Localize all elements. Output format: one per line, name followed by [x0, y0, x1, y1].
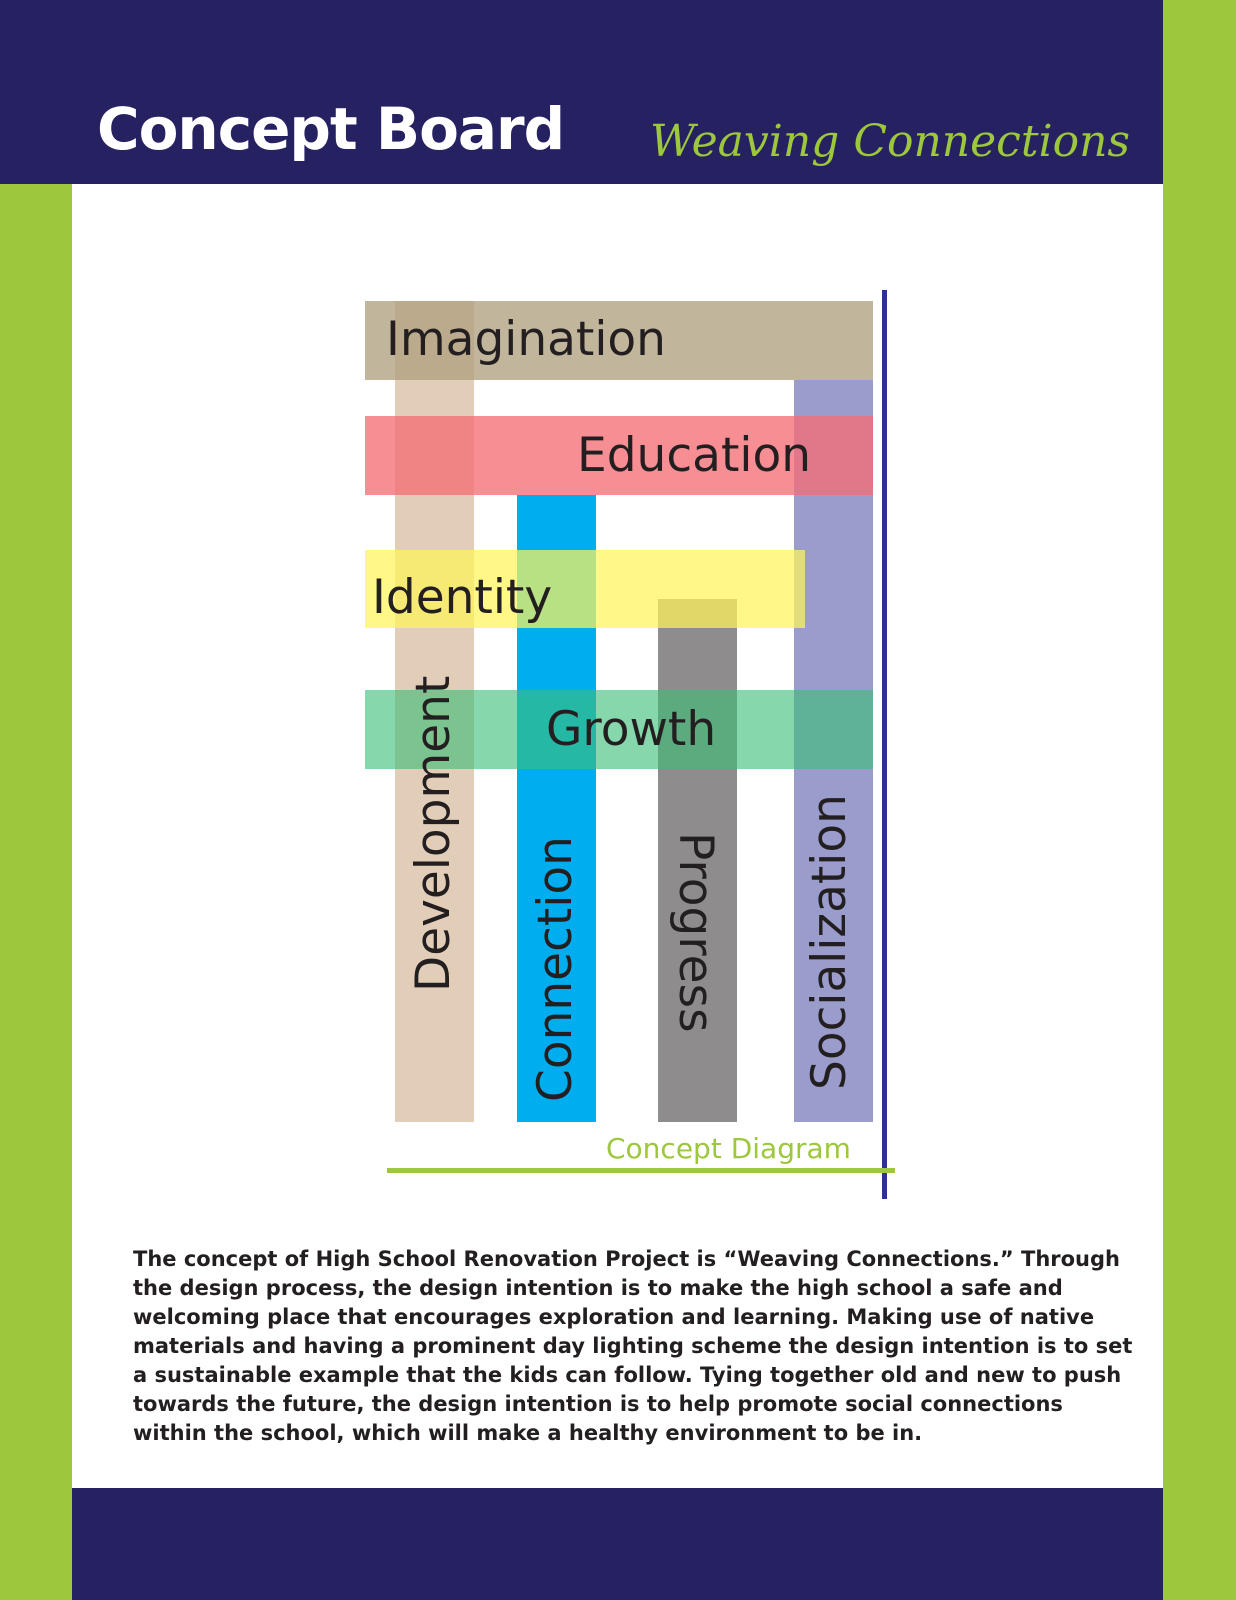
label-imagination: Imagination — [386, 312, 666, 367]
label-progress: Progress — [668, 832, 723, 1033]
diagram-caption: Concept Diagram — [606, 1132, 851, 1165]
page-subtitle: Weaving Connections — [649, 116, 1130, 167]
label-socialization: Socialization — [802, 794, 857, 1090]
left-green-border — [0, 184, 72, 1600]
label-education: Education — [577, 428, 811, 483]
footer-band — [72, 1488, 1163, 1600]
label-identity: Identity — [372, 570, 553, 625]
right-green-border — [1163, 0, 1236, 1600]
label-growth: Growth — [546, 702, 717, 757]
label-connection: Connection — [528, 836, 583, 1102]
page-title: Concept Board — [97, 95, 565, 163]
horizontal-axis-line — [387, 1168, 895, 1173]
label-development: Development — [406, 675, 461, 992]
vertical-axis-line — [882, 290, 887, 1199]
concept-description: The concept of High School Renovation Project is “Weaving Connections.” Through the design process, the design intention is to make the high school a safe and welcoming place that encourages exploration and learning. Making use of native materials and having a prominent day lighting scheme the design intention is to set a sustainable example that the kids can follow. Tying together old and new to push towards the future, the design intention is to help promote social connections within the school, which will make a healthy environment to be in. — [133, 1247, 1133, 1445]
